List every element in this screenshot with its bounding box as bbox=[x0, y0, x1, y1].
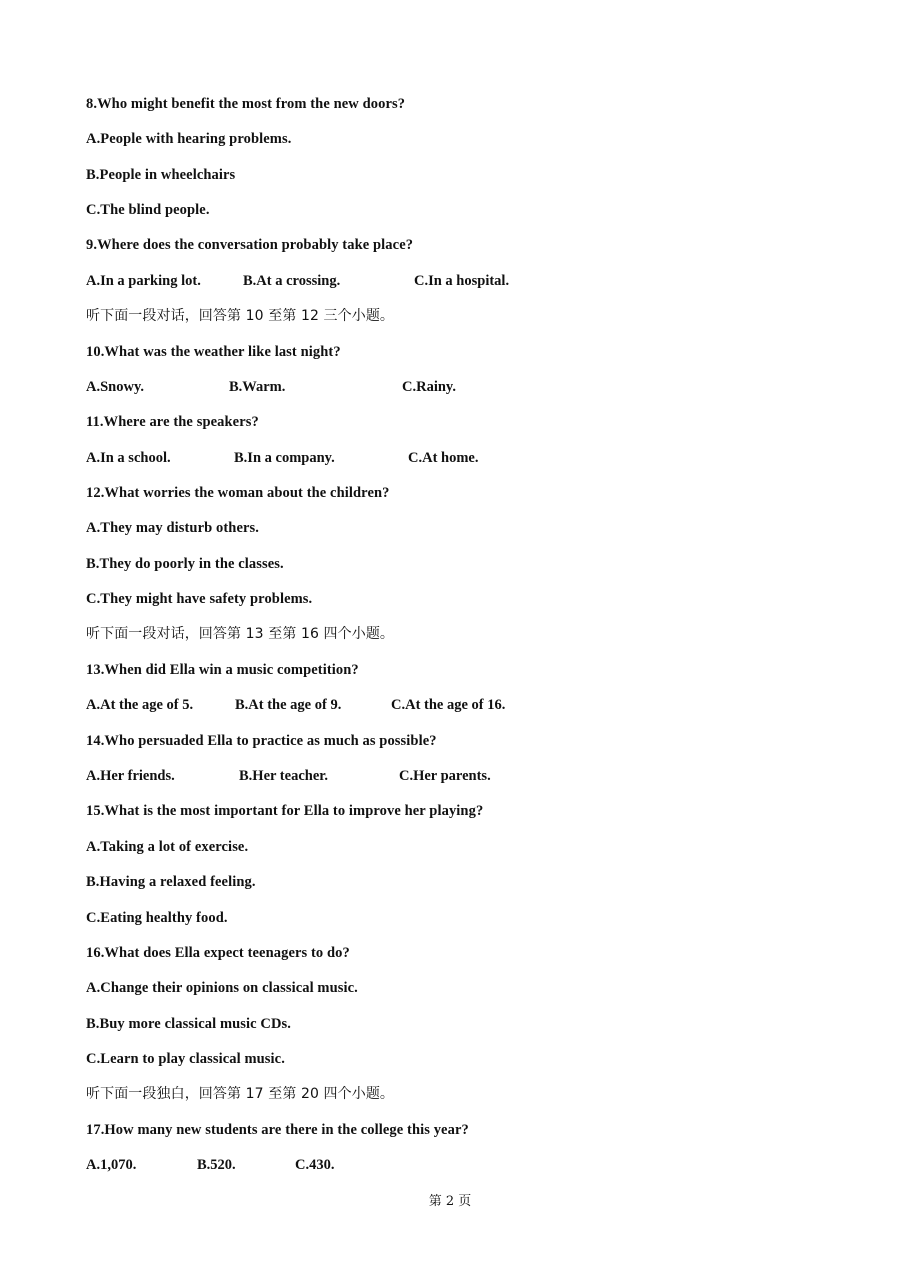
q15-option-c: C.Eating healthy food. bbox=[86, 910, 228, 926]
q16-option-b: B.Buy more classical music CDs. bbox=[86, 1016, 292, 1032]
q14-option-c: C.Her parents. bbox=[399, 768, 491, 784]
q15-option-a: A.Taking a lot of exercise. bbox=[86, 839, 249, 855]
question-8: 8.Who might benefit the most from the new doors? bbox=[86, 96, 406, 112]
q8-option-c: C.The blind people. bbox=[86, 202, 210, 218]
q12-option-c: C.They might have safety problems. bbox=[86, 591, 313, 607]
q8-option-b: B.People in wheelchairs bbox=[86, 167, 236, 183]
question-12: 12.What worries the woman about the children? bbox=[86, 485, 390, 501]
question-14: 14.Who persuaded Ella to practice as much as possible? bbox=[86, 733, 437, 749]
q17-option-b: B.520. bbox=[197, 1157, 236, 1173]
q16-option-c: C.Learn to play classical music. bbox=[86, 1051, 285, 1067]
q9-option-a: A.In a parking lot. bbox=[86, 273, 201, 289]
q8-option-a: A.People with hearing problems. bbox=[86, 131, 292, 147]
q11-option-b: B.In a company. bbox=[234, 450, 335, 466]
q13-option-c: C.At the age of 16. bbox=[391, 697, 506, 713]
q13-option-a: A.At the age of 5. bbox=[86, 697, 194, 713]
instruction-10-12: 听下面一段对话，回答第 10 至第 12 三个小题。 bbox=[86, 308, 395, 324]
question-13: 13.When did Ella win a music competition? bbox=[86, 662, 359, 678]
question-17: 17.How many new students are there in the college this year? bbox=[86, 1122, 469, 1138]
q9-option-b: B.At a crossing. bbox=[243, 273, 341, 289]
question-16: 16.What does Ella expect teenagers to do? bbox=[86, 945, 350, 961]
q10-option-a: A.Snowy. bbox=[86, 379, 145, 395]
q12-option-b: B.They do poorly in the classes. bbox=[86, 556, 284, 572]
instruction-13-16: 听下面一段对话，回答第 13 至第 16 四个小题。 bbox=[86, 626, 395, 642]
q10-option-b: B.Warm. bbox=[229, 379, 286, 395]
q12-option-a: A.They may disturb others. bbox=[86, 520, 259, 536]
q9-option-c: C.In a hospital. bbox=[414, 273, 510, 289]
q14-option-a: A.Her friends. bbox=[86, 768, 175, 784]
q11-option-c: C.At home. bbox=[408, 450, 479, 466]
q14-option-b: B.Her teacher. bbox=[239, 768, 328, 784]
question-9: 9.Where does the conversation probably take place? bbox=[86, 237, 414, 253]
question-11: 11.Where are the speakers? bbox=[86, 414, 259, 430]
q10-option-c: C.Rainy. bbox=[402, 379, 456, 395]
instruction-17-20: 听下面一段独白，回答第 17 至第 20 四个小题。 bbox=[86, 1086, 395, 1102]
question-10: 10.What was the weather like last night? bbox=[86, 344, 341, 360]
question-15: 15.What is the most important for Ella to improve her playing? bbox=[86, 803, 484, 819]
q17-option-c: C.430. bbox=[295, 1157, 335, 1173]
q15-option-b: B.Having a relaxed feeling. bbox=[86, 874, 256, 890]
q13-option-b: B.At the age of 9. bbox=[235, 697, 342, 713]
q16-option-a: A.Change their opinions on classical music. bbox=[86, 980, 358, 996]
q11-option-a: A.In a school. bbox=[86, 450, 171, 466]
q17-option-a: A.1,070. bbox=[86, 1157, 137, 1173]
page-number: 第 2 页 bbox=[428, 1194, 472, 1209]
